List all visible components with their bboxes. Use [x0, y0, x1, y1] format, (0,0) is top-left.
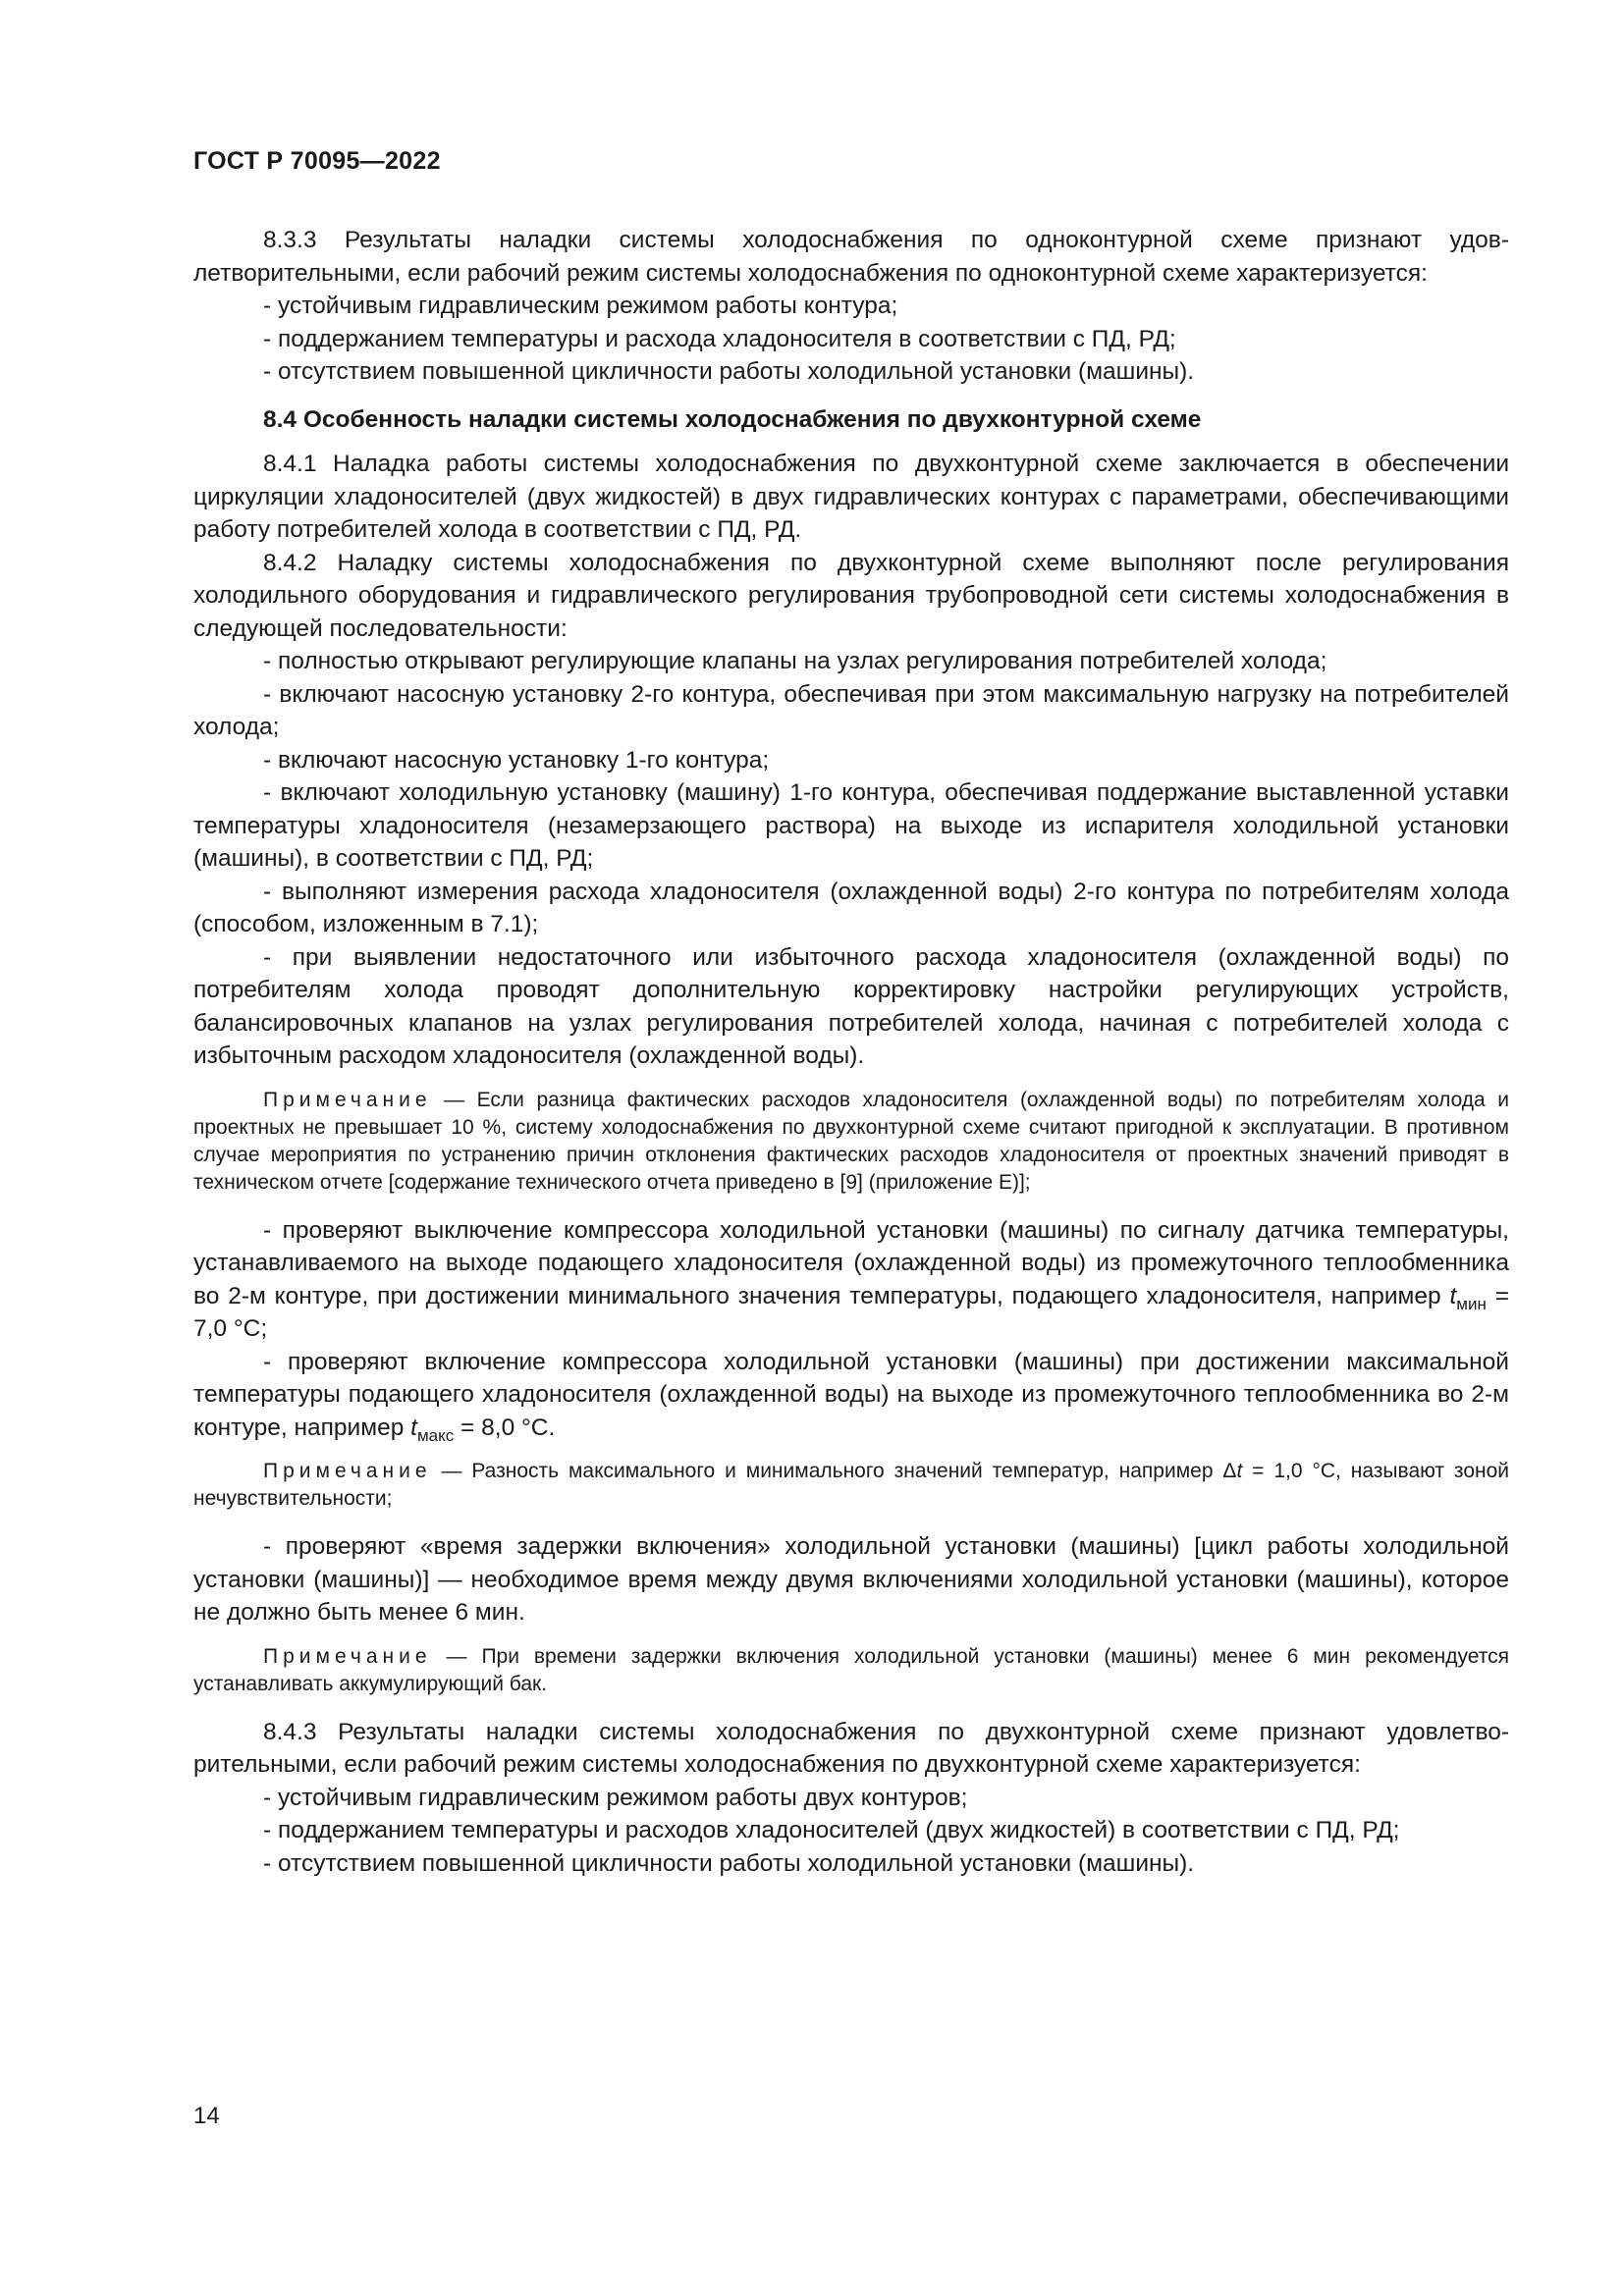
document-body: [193, 224, 1509, 1880]
list-item: - включают насосную установку 1-го контура;: [263, 746, 770, 774]
note-text: — При времени задержки включения холодильной установки (машины) менее 6 мин рекомендуется устанавливать аккумулирующий бак.: [193, 1644, 1509, 1695]
list-item: - отсутствием повышенной цикличности работы холодильной установки (машины).: [263, 358, 1195, 385]
note-2: [193, 1458, 1509, 1513]
note-label: Примечание: [263, 1460, 432, 1482]
t-max-subscript: макс: [416, 1425, 455, 1445]
note-1: [193, 1087, 1509, 1197]
note-text: — Если разница фактических расходов хладоносителя (охлажденной воды) по потребителям холода и проектных не превышает 10 %, систему холодоснабжения по двухконтурной схеме считают пригодной к эксплуатации. В противном случае мероприятия по устранению причин отклонения фактических расходов хладоносителя от проектных значений приводят в техническом отчете [содержание технического отчета приведено в [9] (приложение Е)];: [193, 1088, 1509, 1194]
t-max-value: = 8,0 °С.: [454, 1414, 556, 1441]
note-text: = 1,0 °С, называют зоной нечувствительности;: [193, 1460, 1510, 1510]
list-item: - включают холодильную установку (машину) 1-го контура, обеспечивая поддержание выставленной уставки температуры хладоносителя (незамерзающего раствора) на выходе из испарителя холодильной установки (машины), в соответствии с ПД, РД;: [193, 779, 1509, 872]
list-item-compressor-on: [193, 1346, 1509, 1445]
list-item: - устойчивым гидравлическим режимом работы двух контуров;: [263, 1784, 968, 1811]
note-text: — Разность максимального и минимального значений температур, например Δ: [431, 1460, 1237, 1482]
list-item: - поддержанием температуры и расхода хладоносителя в соответствии с ПД, РД;: [263, 325, 1176, 352]
paragraph-8-4-1: 8.4.1 Наладка работы системы холодоснабжения по двухконтурной схеме заключается в обеспечении циркуляции хладоносителей (двух жидкостей) в двух гидравлических контурах с параметрами, обеспечивающими работу потребителей холода в соответствии с ПД, РД.: [193, 451, 1509, 543]
section-heading-8-4: 8.4 Особенность наладки системы холодоснабжения по двухконтурной схеме: [263, 405, 1202, 433]
list-item: - поддержанием температуры и расходов хладоносителей (двух жидкостей) в соответствии с ПД, РД;: [263, 1817, 1400, 1843]
list-item: - при выявлении недостаточного или избыточного расхода хладоносителя (охлажденной воды) по потребителям холода проводят дополнительную корректировку настройки регулирующих устройств, балансировочных клапанов на узлах регулирования потребителей холода, начиная с потребителей холода с избыточным расходом хладоносителя (охлажденной воды).: [193, 943, 1509, 1069]
t-max-symbol: t: [410, 1414, 417, 1441]
list-item-delay: - проверяют «время задержки включения» холодильной установки (машины) [цикл работы холодильной установки (машины)] — необходимое время между двумя включениями холодильной установки (машины), которое не должно быть менее 6 мин.: [193, 1533, 1509, 1626]
document-header: ГОСТ Р 70095—2022: [193, 147, 441, 175]
list-item: - включают насосную установку 2-го контура, обеспечивая при этом максимальную нагрузку на потребителей холода;: [193, 680, 1509, 740]
paragraph-8-4-2: 8.4.2 Наладку системы холодоснабжения по двухконтурной схеме выполняют после регулирования холодильного оборудования и гидравлического регулирования трубопроводной сети системы холодоснабжения в следующей последовательности:: [193, 549, 1509, 642]
t-min-value: = 7,0 °С;: [193, 1282, 1510, 1342]
paragraph-8-4-3: 8.4.3 Результаты наладки системы холодоснабжения по двухконтурной схеме признают удовлетворительными, если рабочий режим системы холодоснабжения по двухконтурной схеме характеризуется:: [193, 1718, 1509, 1778]
t-min-subscript: мин: [1456, 1294, 1487, 1313]
note-label: Примечание: [263, 1644, 432, 1668]
list-item-compressor-off: [193, 1214, 1509, 1346]
list-item-text: - проверяют включение компрессора холодильной установки (машины) при достижении максимальной температуры подающего хладоносителя (охлажденной воды) на выходе из промежуточного теплообменника во 2-м контуре, например: [193, 1348, 1509, 1441]
note-label: Примечание: [263, 1088, 432, 1111]
paragraph-8-3-3: 8.3.3 Результаты наладки системы холодоснабжения по одноконтурной схеме признают удовлетворительными, если рабочий режим системы холодоснабжения по одноконтурной схеме характеризуется:: [193, 227, 1509, 287]
delta-t-symbol: t: [1236, 1460, 1243, 1482]
list-item: - отсутствием повышенной цикличности работы холодильной установки (машины).: [263, 1849, 1195, 1877]
list-item: - устойчивым гидравлическим режимом работы контура;: [263, 293, 898, 319]
t-min-symbol: t: [1449, 1282, 1457, 1309]
list-item: - выполняют измерения расхода хладоносителя (охлажденной воды) 2-го контура по потребителям холода (способом, изложенным в 7.1);: [193, 878, 1509, 937]
list-item: - полностью открывают регулирующие клапаны на узлах регулирования потребителей холода;: [263, 648, 1327, 674]
note-3: [193, 1643, 1509, 1698]
list-item-text: - проверяют выключение компрессора холодильной установки (машины) по сигналу датчика температуры, устанавливаемого на выходе подающего хладоносителя (охлажденной воды) из промежуточного теплообменника во 2-м контуре, при достижении минимального значения температуры, подающего хладоносителя, например: [193, 1216, 1509, 1309]
page-number: 14: [193, 2103, 220, 2129]
